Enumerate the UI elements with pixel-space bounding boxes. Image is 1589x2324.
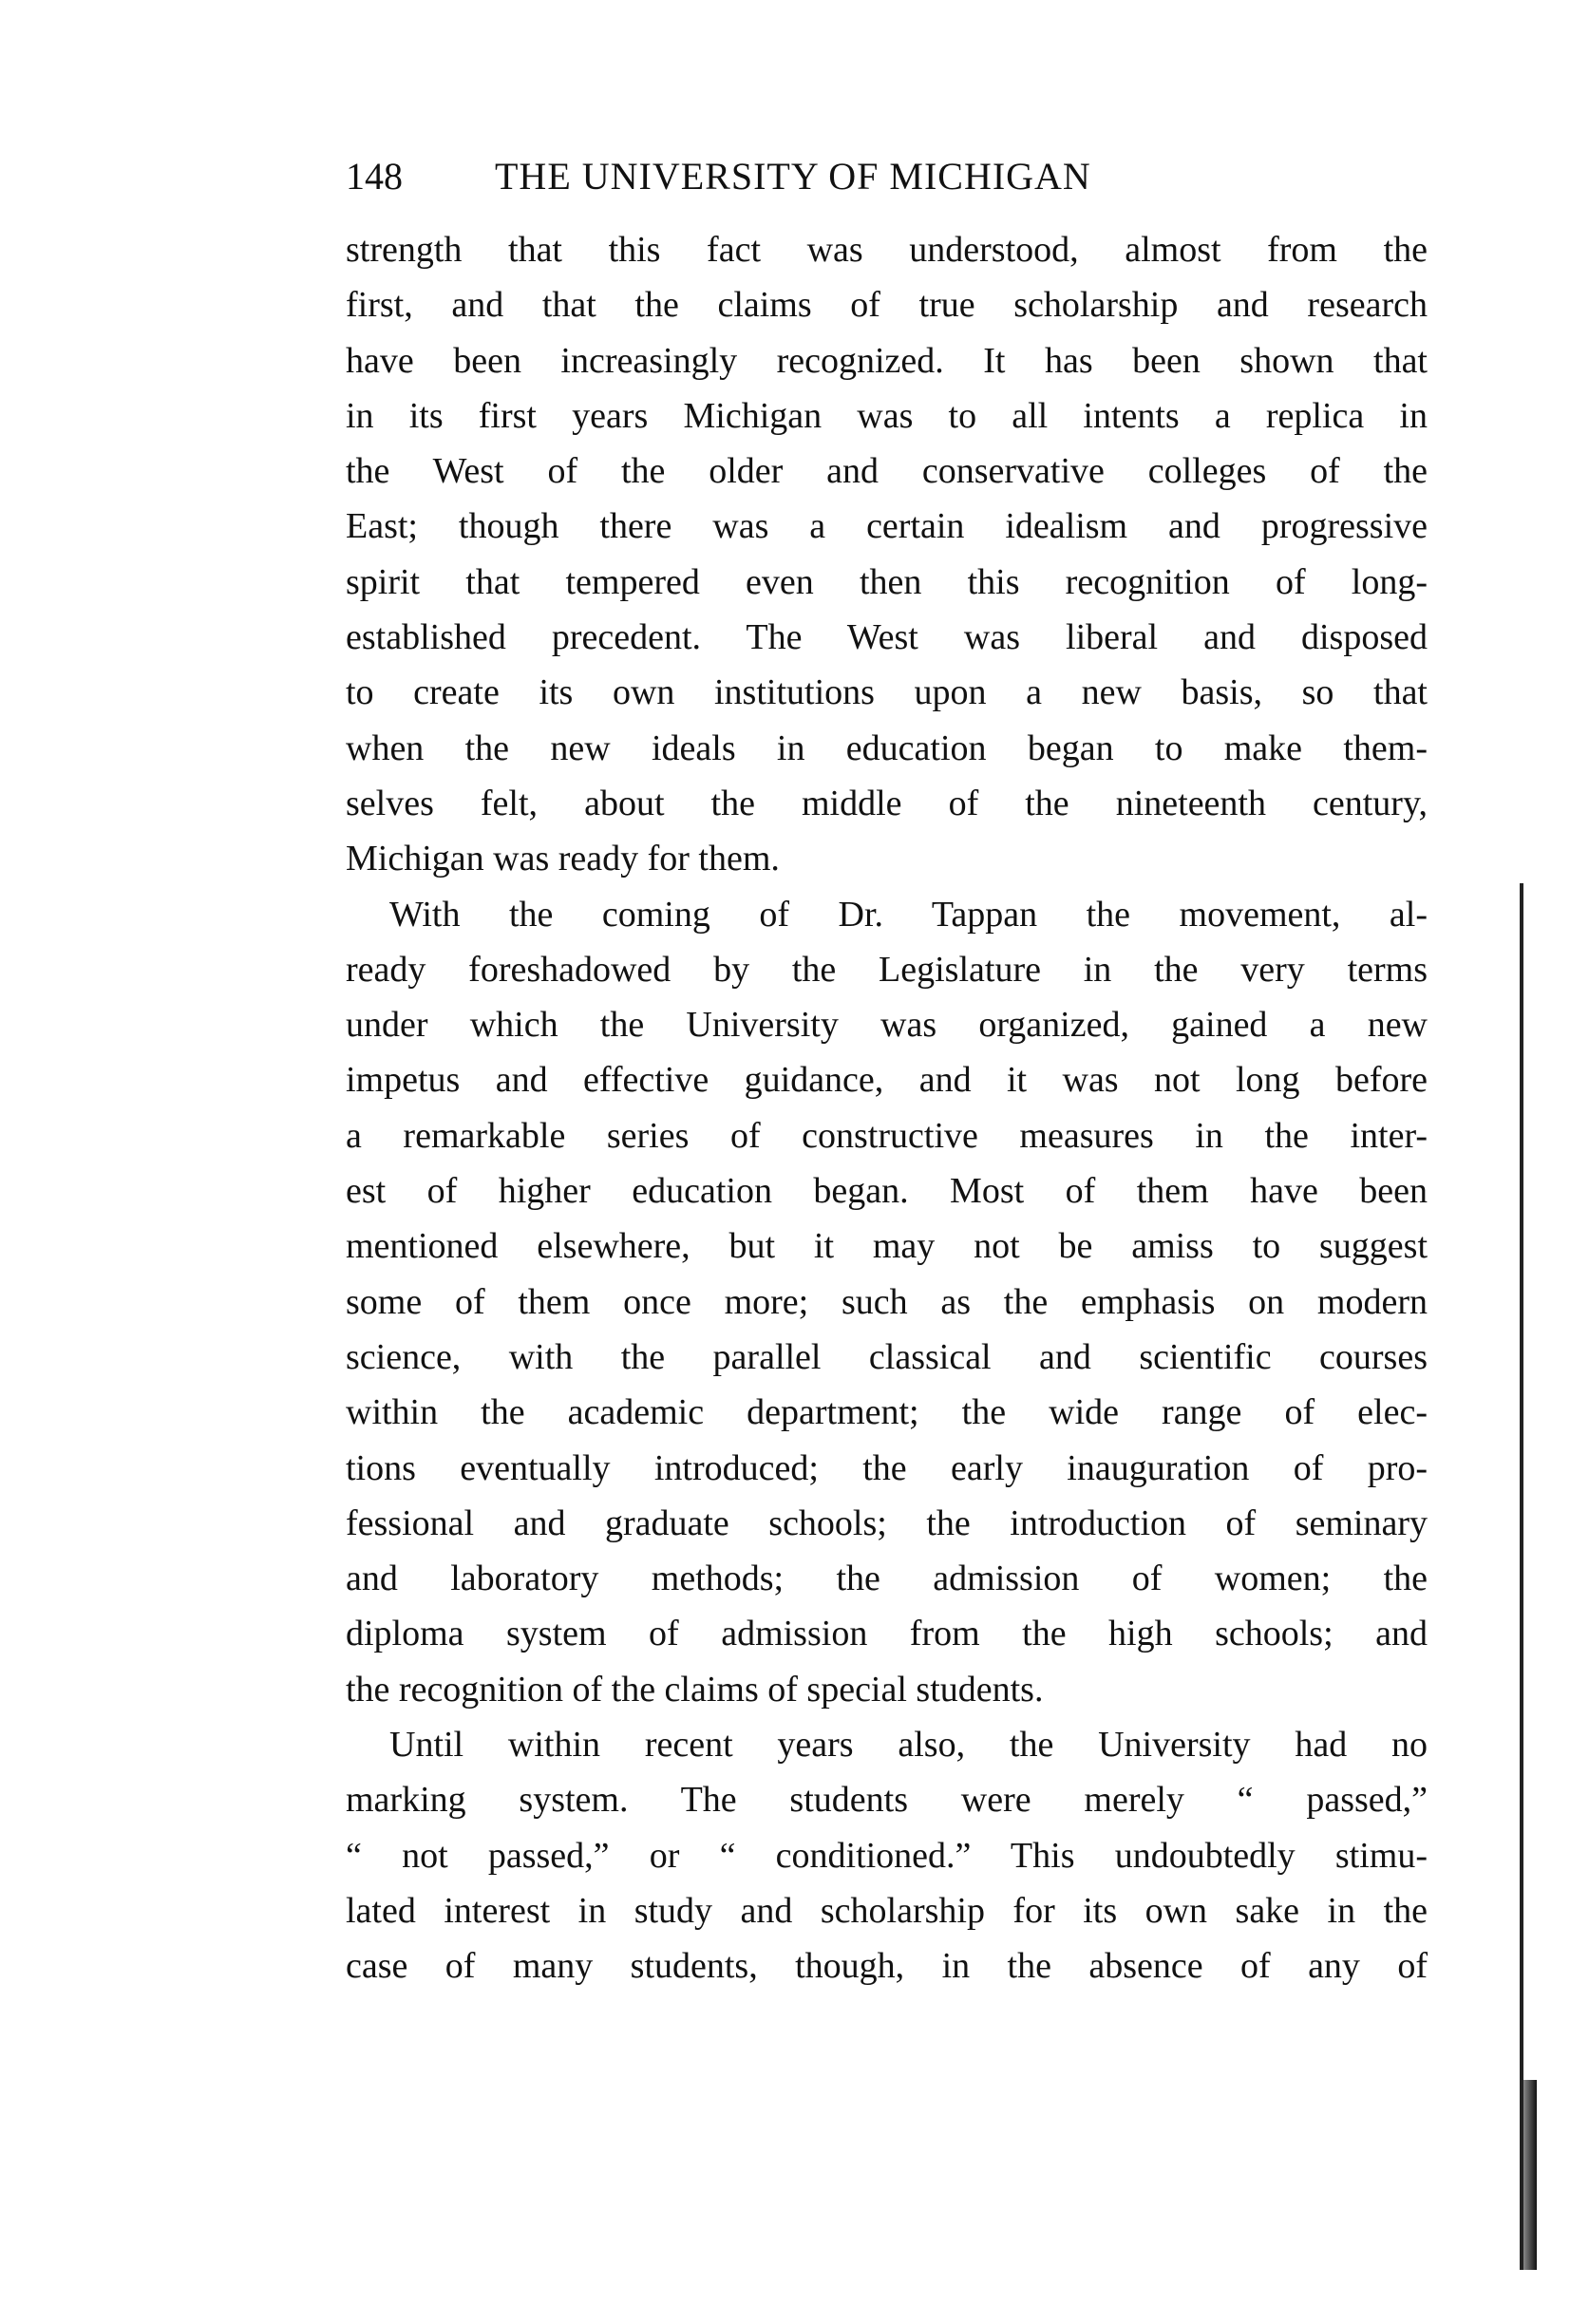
- running-title: THE UNIVERSITY OF MICHIGAN: [495, 155, 1091, 198]
- text-line: diploma system of admission from the high schools; and: [346, 1614, 1428, 1654]
- text-line: case of many students, though, in the absence of any of: [346, 1946, 1428, 1987]
- text-line: selves felt, about the middle of the nineteenth century,: [346, 783, 1428, 823]
- text-line: first, and that the claims of true scholarship and research: [346, 285, 1428, 326]
- text-line: Until within recent years also, the University had no: [389, 1725, 1428, 1766]
- body-text: [346, 222, 1428, 1994]
- text-line: ready foreshadowed by the Legislature in the very terms: [346, 949, 1428, 990]
- text-line: science, with the parallel classical and scientific courses: [346, 1336, 1428, 1377]
- text-line: strength that this fact was understood, almost from the: [346, 230, 1428, 270]
- text-line: tions eventually introduced; the early inauguration of pro-: [346, 1447, 1428, 1488]
- text-line: have been increasingly recognized. It has been shown that: [346, 340, 1428, 381]
- text-line: marking system. The students were merely “ passed,”: [346, 1780, 1428, 1821]
- text-line: “ not passed,” or “ conditioned.” This undoubtedly stimu-: [346, 1835, 1428, 1876]
- text-line: when the new ideals in education began to make them-: [346, 727, 1428, 768]
- text-line: established precedent. The West was liberal and disposed: [346, 617, 1428, 658]
- text-line: East; though there was a certain idealism and progressive: [346, 506, 1428, 547]
- text-line: lated interest in study and scholarship for its own sake in the: [346, 1890, 1428, 1931]
- text-line: and laboratory methods; the admission of women; the: [346, 1559, 1428, 1599]
- text-line: spirit that tempered even then this recognition of long-: [346, 561, 1428, 602]
- text-line: within the academic department; the wide range of elec-: [346, 1392, 1428, 1433]
- text-line: some of them once more; such as the emphasis on modern: [346, 1281, 1428, 1322]
- text-line: in its first years Michigan was to all intents a replica in: [346, 395, 1428, 436]
- text-line: fessional and graduate schools; the introduction of seminary: [346, 1502, 1428, 1543]
- text-line: the West of the older and conservative colleges of the: [346, 451, 1428, 492]
- text-line: Michigan was ready for them.: [346, 839, 780, 879]
- text-line: est of higher education began. Most of them have been: [346, 1171, 1428, 1212]
- text-line: mentioned elsewhere, but it may not be amiss to suggest: [346, 1226, 1428, 1267]
- page-edge-shadow: [1520, 883, 1523, 2270]
- text-line: impetus and effective guidance, and it was not long before: [346, 1060, 1428, 1101]
- running-header: [346, 152, 1296, 201]
- page-edge-shadow-thick: [1523, 2080, 1537, 2270]
- text-line: to create its own institutions upon a new basis, so that: [346, 672, 1428, 713]
- text-line: the recognition of the claims of special students.: [346, 1669, 1044, 1710]
- text-line: under which the University was organized, gained a new: [346, 1005, 1428, 1046]
- page-number: 148: [346, 155, 403, 198]
- text-line: a remarkable series of constructive measures in the inter-: [346, 1115, 1428, 1156]
- text-line: With the coming of Dr. Tappan the movement, al-: [389, 894, 1428, 935]
